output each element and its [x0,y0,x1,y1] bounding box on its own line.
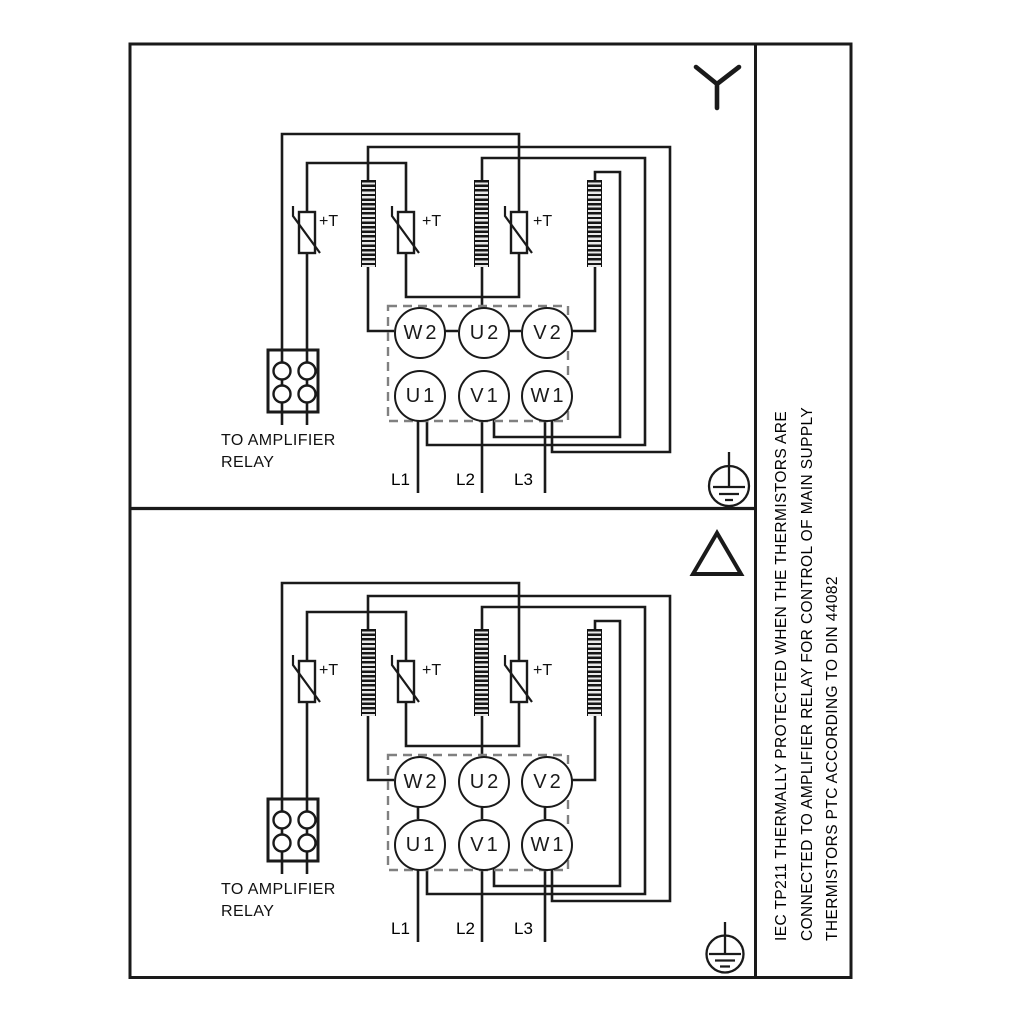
terminal-w2-star: W2 [394,307,446,359]
terminal-w2-delta: W2 [394,756,446,808]
relay-note-line2: RELAY [221,454,275,471]
terminal-v2-star: V2 [521,307,573,359]
supply-l1-label: L1 [391,919,410,938]
thermistor-label: +T [319,213,339,230]
side-note-line3: THERMISTORS PTC ACCORDING TO DIN 44082 [824,576,841,941]
side-note-line2: CONNECTED TO AMPLIFIER RELAY FOR CONTROL OF MAIN SUPPLY [798,406,816,941]
thermistor-label: +T [533,662,553,679]
motor-winding-symbol [361,180,376,267]
ground-icon [709,452,749,506]
star-icon [696,67,739,108]
supply-l2-label: L2 [456,919,475,938]
relay-note-line1: TO AMPLIFIER [221,432,336,449]
motor-winding-symbol [587,629,602,716]
side-note [769,41,846,941]
terminal-w1-delta: W1 [521,819,573,871]
motor-winding-symbol [474,629,489,716]
terminal-u2-delta: U2 [458,756,510,808]
side-note-line1: IEC TP211 THERMALLY PROTECTED WHEN THE THERMISTORS ARE [773,410,790,941]
terminal-u1-star: U1 [394,370,446,422]
terminal-v1-star: V1 [458,370,510,422]
motor-winding-symbol [474,180,489,267]
relay-note-line2: RELAY [221,903,275,920]
supply-l1-label: L1 [391,470,410,489]
relay-note-line1: TO AMPLIFIER [221,881,336,898]
motor-winding-symbol [361,629,376,716]
terminal-w1-star: W1 [521,370,573,422]
terminal-u1-delta: U1 [394,819,446,871]
supply-l3-label: L3 [514,919,533,938]
thermistor-label: +T [422,213,442,230]
motor-winding-symbol [587,180,602,267]
terminal-u2-star: U2 [458,307,510,359]
delta-icon [693,533,741,574]
terminal-v2-delta: V2 [521,756,573,808]
thermistor-label: +T [422,662,442,679]
ground-icon [707,922,744,973]
supply-l2-label: L2 [456,470,475,489]
thermistor-label: +T [533,213,553,230]
thermistor-label: +T [319,662,339,679]
supply-l3-label: L3 [514,470,533,489]
terminal-v1-delta: V1 [458,819,510,871]
